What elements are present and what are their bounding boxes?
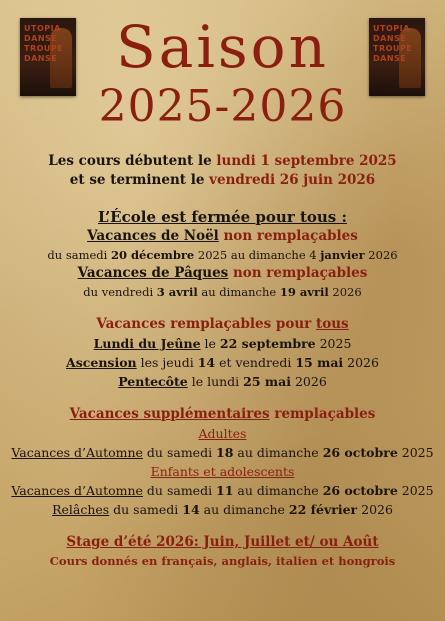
relaches-line: Relâches du samedi 14 au dimanche 22 février 2026 [52, 502, 393, 517]
intro-text: Les cours débutent le [48, 153, 217, 169]
closed-heading: L’École est fermée pour tous : [98, 208, 347, 226]
noel-tag: non remplaçables [218, 228, 358, 244]
noel-title: Vacances de Noël [87, 228, 219, 244]
season-title: Saison [116, 13, 329, 81]
paques-title: Vacances de Pâques [77, 265, 229, 281]
paques-dates: du vendredi 3 avril au dimanche 19 avril 2026 [83, 285, 362, 299]
logo-text-3: TROUPE [24, 44, 64, 53]
start-date: lundi 1 septembre 2025 [216, 153, 397, 169]
logo-text-4: DANSE [373, 54, 407, 63]
logo-text-1: UTOPIA [24, 24, 61, 33]
intro-start [0, 152, 445, 171]
intro-text: et se terminent le [69, 172, 210, 188]
intro-end [0, 171, 445, 190]
pentecote-line: Pentecôte le lundi 25 mai 2026 [118, 374, 327, 389]
paques-title-line [0, 264, 445, 283]
logo-text-3: TROUPE [373, 44, 413, 53]
jeune-line: Lundi du Jeûne le 22 septembre 2025 [93, 336, 352, 351]
ascension-line: Ascension les jeudi 14 et vendredi 15 mai 2026 [66, 355, 379, 370]
stage-languages: Cours donnés en français, anglais, italien et hongrois [49, 554, 396, 568]
kids-label: Enfants et adolescents [150, 464, 295, 479]
logo-text-1: UTOPIA [373, 24, 410, 33]
logo-text-2: DANSE [24, 34, 58, 43]
kids-autumn-line: Vacances d’Automne du samedi 11 au dimanche 26 octobre 2025 [11, 483, 434, 498]
replaceable-heading: Vacances remplaçables pour tous [96, 316, 349, 332]
season-years: 2025-2026 [98, 81, 347, 132]
noel-title-line [0, 227, 445, 246]
noel-dates: du samedi 20 décembre 2025 au dimanche 4 janvier 2026 [47, 248, 398, 262]
paques-tag: non remplaçables [228, 265, 368, 281]
logo-text-4: DANSE [24, 54, 58, 63]
extra-heading: Vacances supplémentaires remplaçables [69, 406, 376, 422]
stage-title: Stage d’été 2026: Juin, Juillet et/ ou Août [66, 534, 379, 550]
schedule-content [0, 152, 445, 570]
adults-label: Adultes [198, 426, 247, 441]
end-date: vendredi 26 juin 2026 [209, 172, 376, 188]
logo-text-2: DANSE [373, 34, 407, 43]
adults-autumn-line: Vacances d’Automne du samedi 18 au dimanche 26 octobre 2025 [11, 445, 434, 460]
